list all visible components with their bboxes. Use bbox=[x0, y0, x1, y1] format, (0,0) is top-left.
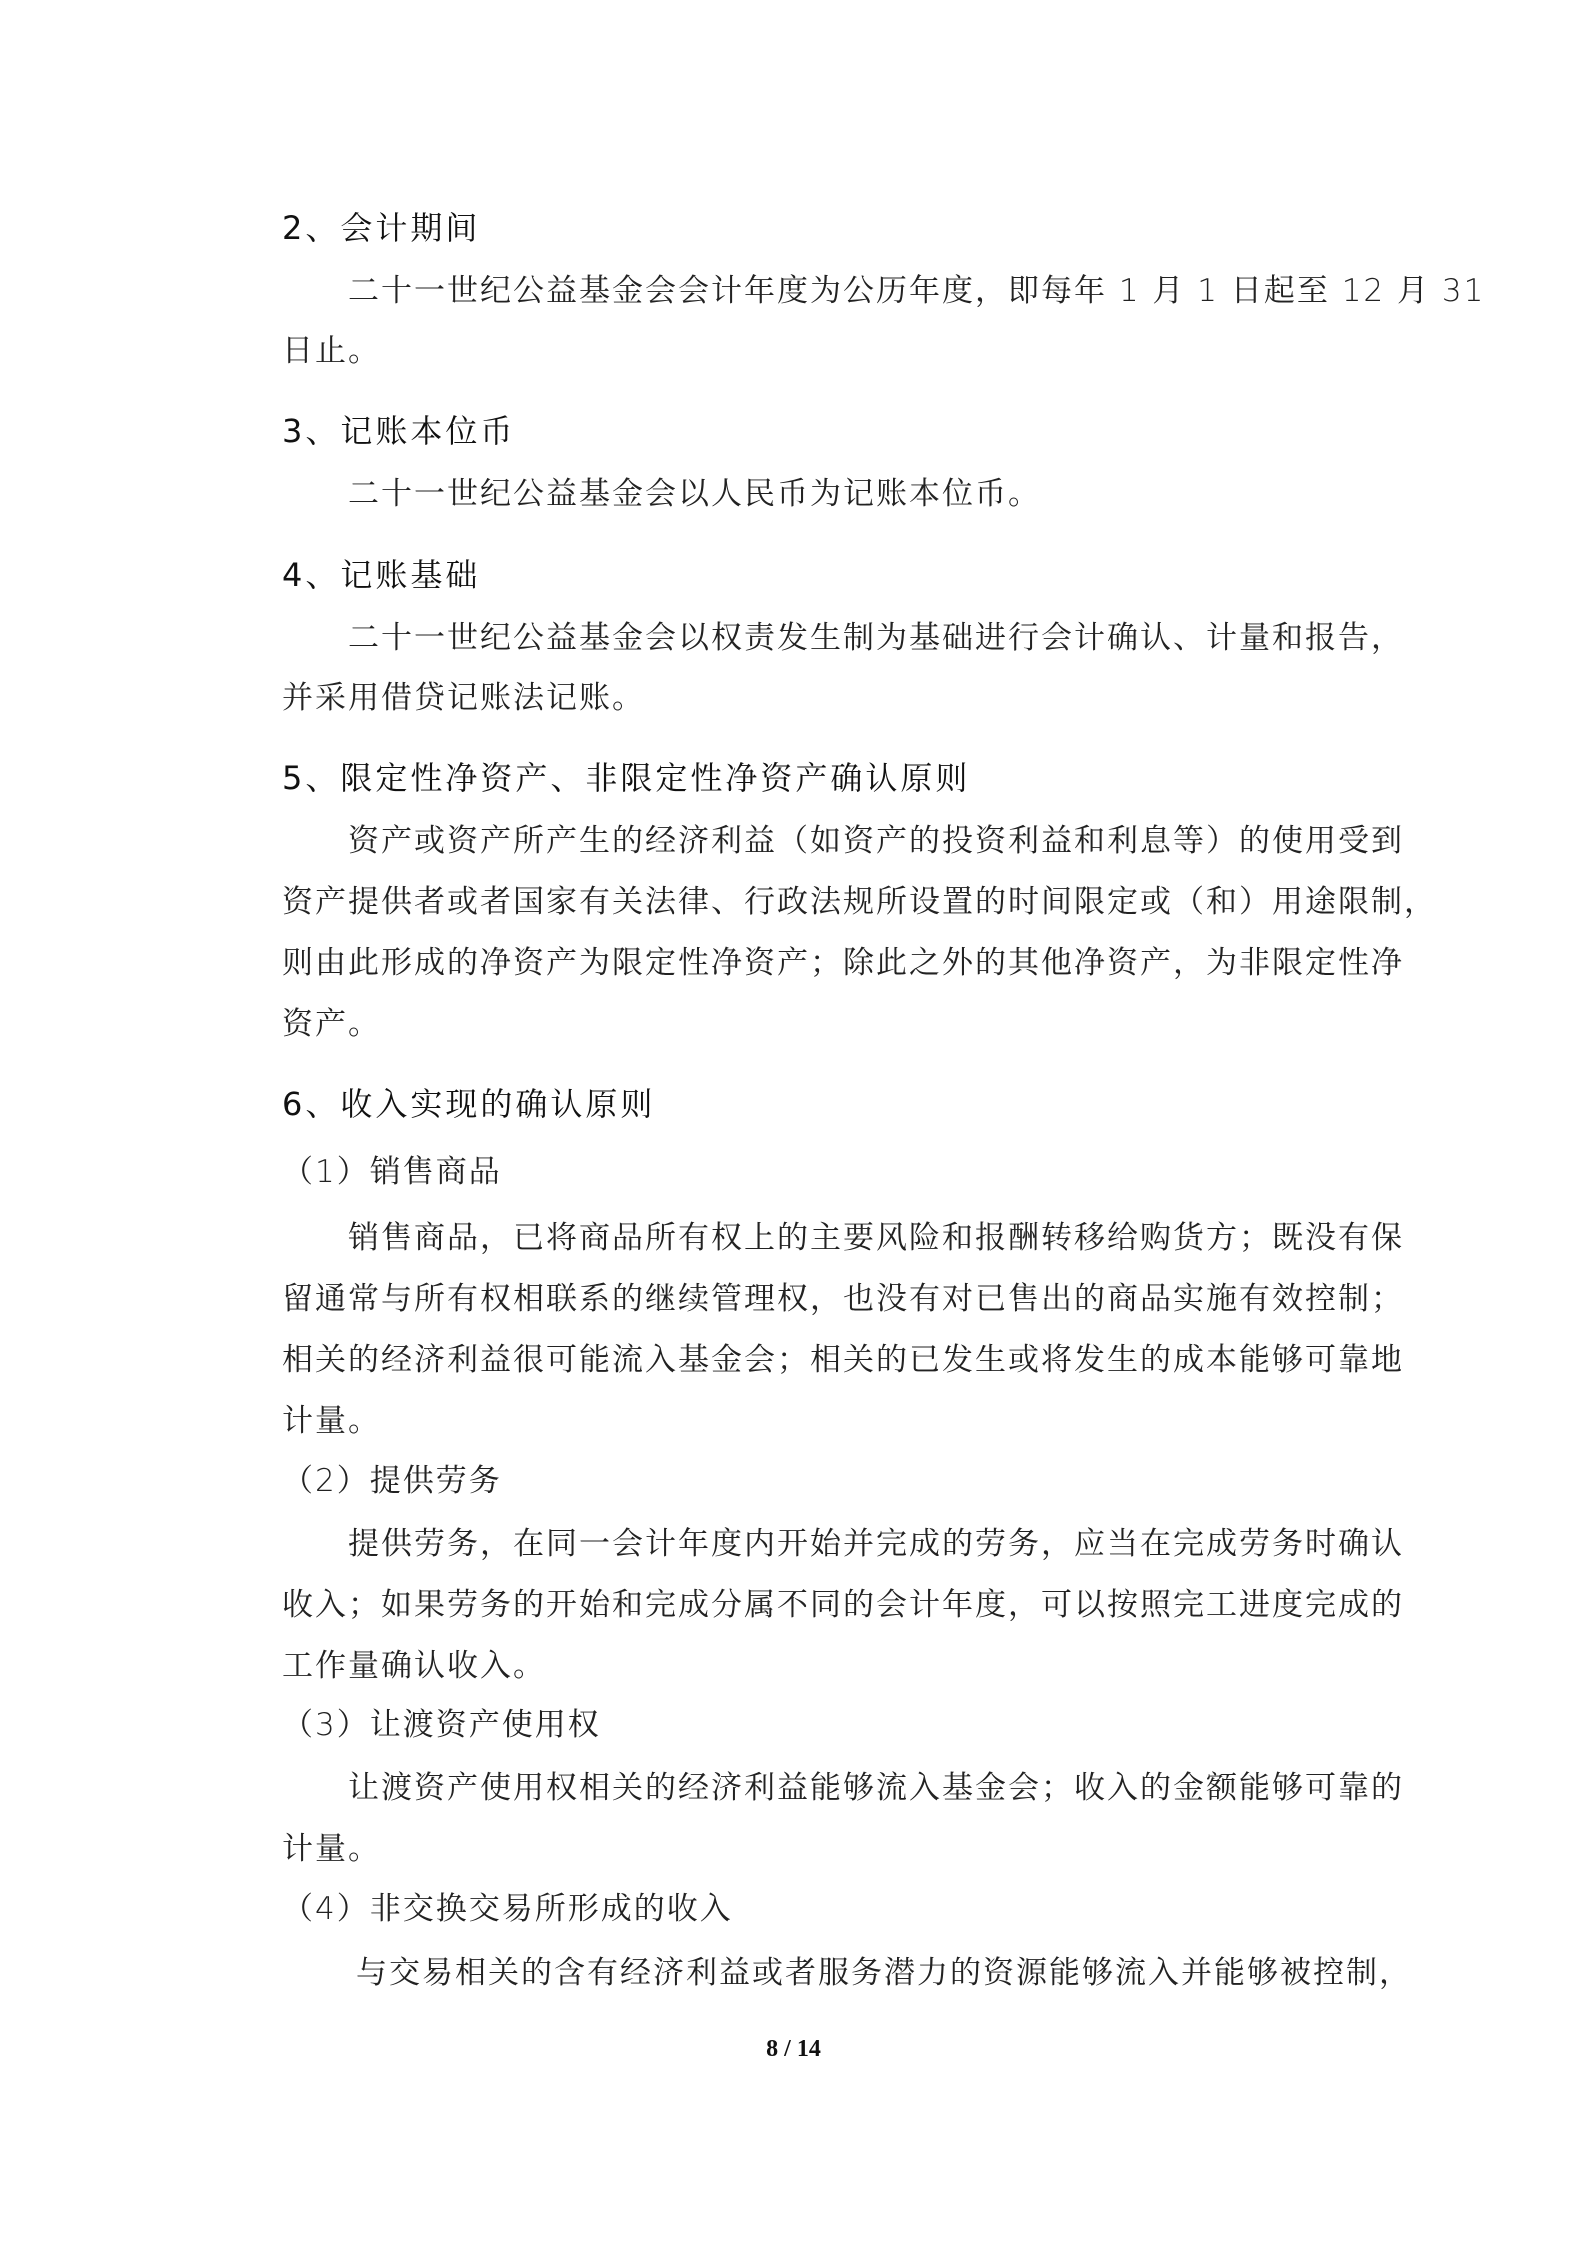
subsection-title: （4）非交换交易所形成的收入 bbox=[282, 1891, 733, 1927]
paragraph-line: 收入；如果劳务的开始和完成分属不同的会计年度，可以按照完工进度完成的 bbox=[282, 1587, 1404, 1623]
paragraph-line: 资产。 bbox=[282, 1006, 381, 1042]
paragraph-line: 日止。 bbox=[282, 333, 381, 369]
paragraph-line: 二十一世纪公益基金会以权责发生制为基础进行会计确认、计量和报告， bbox=[348, 620, 1404, 656]
paragraph-line: 二十一世纪公益基金会以人民币为记账本位币。 bbox=[348, 476, 1041, 512]
paragraph-line: 计量。 bbox=[282, 1831, 381, 1867]
section-heading: 4、记账基础 bbox=[282, 556, 481, 594]
paragraph-line: 资产提供者或者国家有关法律、行政法规所设置的时间限定或（和）用途限制， bbox=[282, 884, 1437, 920]
paragraph-line: 二十一世纪公益基金会会计年度为公历年度，即每年 1 月 1 日起至 12 月 31 bbox=[348, 273, 1486, 309]
subsection-title: （1）销售商品 bbox=[282, 1154, 502, 1190]
subsection-title: （2）提供劳务 bbox=[282, 1463, 502, 1499]
subsection-title: （3）让渡资产使用权 bbox=[282, 1707, 601, 1743]
section-heading: 3、记账本位币 bbox=[282, 412, 516, 450]
paragraph-line: 并采用借贷记账法记账。 bbox=[282, 680, 645, 716]
paragraph-line: 让渡资产使用权相关的经济利益能够流入基金会；收入的金额能够可靠的 bbox=[348, 1770, 1404, 1806]
section-heading: 2、会计期间 bbox=[282, 209, 481, 247]
paragraph-line: 资产或资产所产生的经济利益（如资产的投资利益和利息等）的使用受到 bbox=[348, 823, 1404, 859]
paragraph-line: 计量。 bbox=[282, 1403, 381, 1439]
paragraph-line: 相关的经济利益很可能流入基金会；相关的已发生或将发生的成本能够可靠地 bbox=[282, 1342, 1404, 1378]
paragraph-line: 与交易相关的含有经济利益或者服务潜力的资源能够流入并能够被控制， bbox=[356, 1955, 1412, 1991]
paragraph-line: 提供劳务，在同一会计年度内开始并完成的劳务，应当在完成劳务时确认 bbox=[348, 1526, 1404, 1562]
paragraph-line: 则由此形成的净资产为限定性净资产；除此之外的其他净资产，为非限定性净 bbox=[282, 945, 1404, 981]
paragraph-line: 工作量确认收入。 bbox=[282, 1648, 546, 1684]
section-heading: 5、限定性净资产、非限定性净资产确认原则 bbox=[282, 759, 971, 797]
page-number: 8 / 14 bbox=[766, 2036, 821, 2062]
section-heading: 6、收入实现的确认原则 bbox=[282, 1085, 656, 1123]
paragraph-line: 留通常与所有权相联系的继续管理权，也没有对已售出的商品实施有效控制； bbox=[282, 1281, 1404, 1317]
paragraph-line: 销售商品，已将商品所有权上的主要风险和报酬转移给购货方；既没有保 bbox=[348, 1220, 1404, 1256]
